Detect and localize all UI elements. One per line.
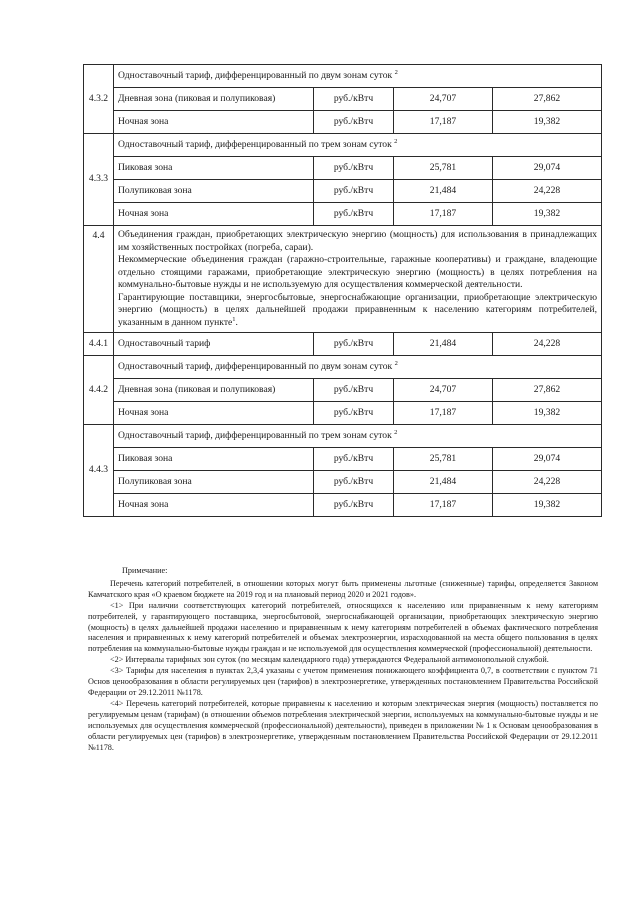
value-cell: 24,228	[493, 333, 602, 356]
value-cell: 17,187	[394, 402, 493, 425]
unit-cell: руб./кВтч	[314, 88, 394, 111]
zone-label: Пиковая зона	[114, 157, 314, 180]
table-row	[84, 180, 602, 203]
value-cell: 17,187	[394, 494, 493, 517]
table-row	[84, 356, 602, 379]
unit-cell: руб./кВтч	[314, 180, 394, 203]
category-paragraph: Объединения граждан, приобретающих электрическую энергию (мощность) для использования в принадлежащих им хозяйственных постройках (погреба, сараи).	[118, 229, 597, 253]
tariff-table	[83, 64, 602, 517]
notes-heading: Примечание:	[122, 566, 168, 575]
note-4: <4> Перечень категорий потребителей, которые приравнены к населению и которым электрическая энергия (мощность) поставляется по регулируемым ценам (тарифам) (в отношении объемов потребления электрической энергии, используемых на коммунально-бытовые нужды и не используемых для осуществления коммерческой (профессиональной) деятельности), приведен в приложении № 1 к Основам ценообразования в области регулируемых цен (тарифов) в электроэнергетике, утвержденным постановлением Правительства Российской Федерации от 29.12.2011 №1178.	[88, 698, 598, 752]
row-number: 4.4.1	[84, 333, 114, 356]
unit-cell: руб./кВтч	[314, 494, 394, 517]
value-cell: 25,781	[394, 157, 493, 180]
note-1: <1> При наличии соответствующих категорий потребителей, относящихся к населению или приравненным к нему категориям потребителей, у гарантирующего поставщика, энергосбытовой, энергоснабжающей организации, приобретающих электрическую энергию (мощность) в целях дальнейшей продажи населению и приравненным к нему категориям потребителей в объемах фактического потребления населения и приравненных к нему категорий потребителей и объемах электроэнергии, израсходованной на места общего пользования в целях потребления на коммунально-бытовые нужды граждан и не используемой для осуществления коммерческой (профессиональной) деятельности.	[88, 600, 598, 654]
row-number: 4.4	[84, 226, 114, 333]
zone-label: Ночная зона	[114, 111, 314, 134]
table-row	[84, 402, 602, 425]
row-number: 4.3.2	[84, 65, 114, 134]
row-title: Одноставочный тариф, дифференцированный по двум зонам суток $^2$	[114, 65, 602, 88]
zone-label: Дневная зона (пиковая и полупиковая)	[114, 379, 314, 402]
value-cell: 21,484	[394, 333, 493, 356]
value-cell: 21,484	[394, 471, 493, 494]
zone-label: Полупиковая зона	[114, 180, 314, 203]
note-intro: Перечень категорий потребителей, в отношении которых могут быть применены льготные (сниженные) тарифы, определяется Законом Камчатского края «О краевом бюджете на 2019 год и на плановый период 2020 и 2021 годов».	[88, 578, 598, 599]
table-row	[84, 65, 602, 88]
zone-label: Полупиковая зона	[114, 471, 314, 494]
value-cell: 29,074	[493, 448, 602, 471]
zone-label: Одноставочный тариф	[114, 333, 314, 356]
value-cell: 19,382	[493, 203, 602, 226]
row-number: 4.4.2	[84, 356, 114, 425]
note-3: <3> Тарифы для населения в пунктах 2,3,4 указаны с учетом применения понижающего коэффициента 0,7, в соответствии с пунктом 71 Основ ценообразования в области регулируемых цен (тарифов) в электроэнергетике, утвержденных постановлением Правительства Российской Федерации от 29.12.2011 №1178.	[88, 666, 598, 697]
table-row	[84, 494, 602, 517]
zone-label: Ночная зона	[114, 203, 314, 226]
category-paragraph: Некоммерческие объединения граждан (гаражно-строительные, гаражные кооперативы) и граждане, владеющие отдельно стоящими гаражами, приобретающие электрическую энергию (мощность) в целях потребления на коммунально-бытовые нужды и не используемую для осуществления коммерческой деятельности.	[118, 254, 597, 290]
value-cell: 17,187	[394, 203, 493, 226]
table-row	[84, 111, 602, 134]
value-cell: 17,187	[394, 111, 493, 134]
table-row	[84, 425, 602, 448]
table-row	[84, 157, 602, 180]
value-cell: 24,228	[493, 180, 602, 203]
value-cell: 19,382	[493, 494, 602, 517]
value-cell: 19,382	[493, 402, 602, 425]
value-cell: 24,707	[394, 379, 493, 402]
value-cell: 29,074	[493, 157, 602, 180]
footnotes	[88, 566, 598, 753]
unit-cell: руб./кВтч	[314, 111, 394, 134]
unit-cell: руб./кВтч	[314, 157, 394, 180]
table-row	[84, 134, 602, 157]
table-row	[84, 226, 602, 333]
category-paragraph: Гарантирующие поставщики, энергосбытовые, энергоснабжающие организации, приобретающие электрическую энергию (мощность) в целях дальнейшей продажи приравненным к населению категориям потребителей, указанным в данном пункте$^1$.	[118, 291, 597, 328]
table-row	[84, 471, 602, 494]
value-cell: 19,382	[493, 111, 602, 134]
value-cell: 25,781	[394, 448, 493, 471]
unit-cell: руб./кВтч	[314, 379, 394, 402]
row-number: 4.4.3	[84, 425, 114, 517]
unit-cell: руб./кВтч	[314, 333, 394, 356]
table-row	[84, 333, 602, 356]
table-row	[84, 88, 602, 111]
unit-cell: руб./кВтч	[314, 471, 394, 494]
row-title: Одноставочный тариф, дифференцированный по трем зонам суток $^2$	[114, 425, 602, 448]
unit-cell: руб./кВтч	[314, 402, 394, 425]
table-row	[84, 448, 602, 471]
value-cell: 27,862	[493, 88, 602, 111]
unit-cell: руб./кВтч	[314, 448, 394, 471]
zone-label: Ночная зона	[114, 402, 314, 425]
table-row	[84, 379, 602, 402]
zone-label: Дневная зона (пиковая и полупиковая)	[114, 88, 314, 111]
value-cell: 27,862	[493, 379, 602, 402]
row-number: 4.3.3	[84, 134, 114, 226]
category-description	[114, 226, 602, 333]
note-2: <2> Интервалы тарифных зон суток (по месяцам календарного года) утверждаются Федеральной антимонопольной службой.	[110, 655, 549, 665]
value-cell: 24,707	[394, 88, 493, 111]
row-title: Одноставочный тариф, дифференцированный по двум зонам суток $^2$	[114, 356, 602, 379]
zone-label: Пиковая зона	[114, 448, 314, 471]
value-cell: 24,228	[493, 471, 602, 494]
unit-cell: руб./кВтч	[314, 203, 394, 226]
zone-label: Ночная зона	[114, 494, 314, 517]
value-cell: 21,484	[394, 180, 493, 203]
row-title: Одноставочный тариф, дифференцированный по трем зонам суток $^2$	[114, 134, 602, 157]
table-row	[84, 203, 602, 226]
